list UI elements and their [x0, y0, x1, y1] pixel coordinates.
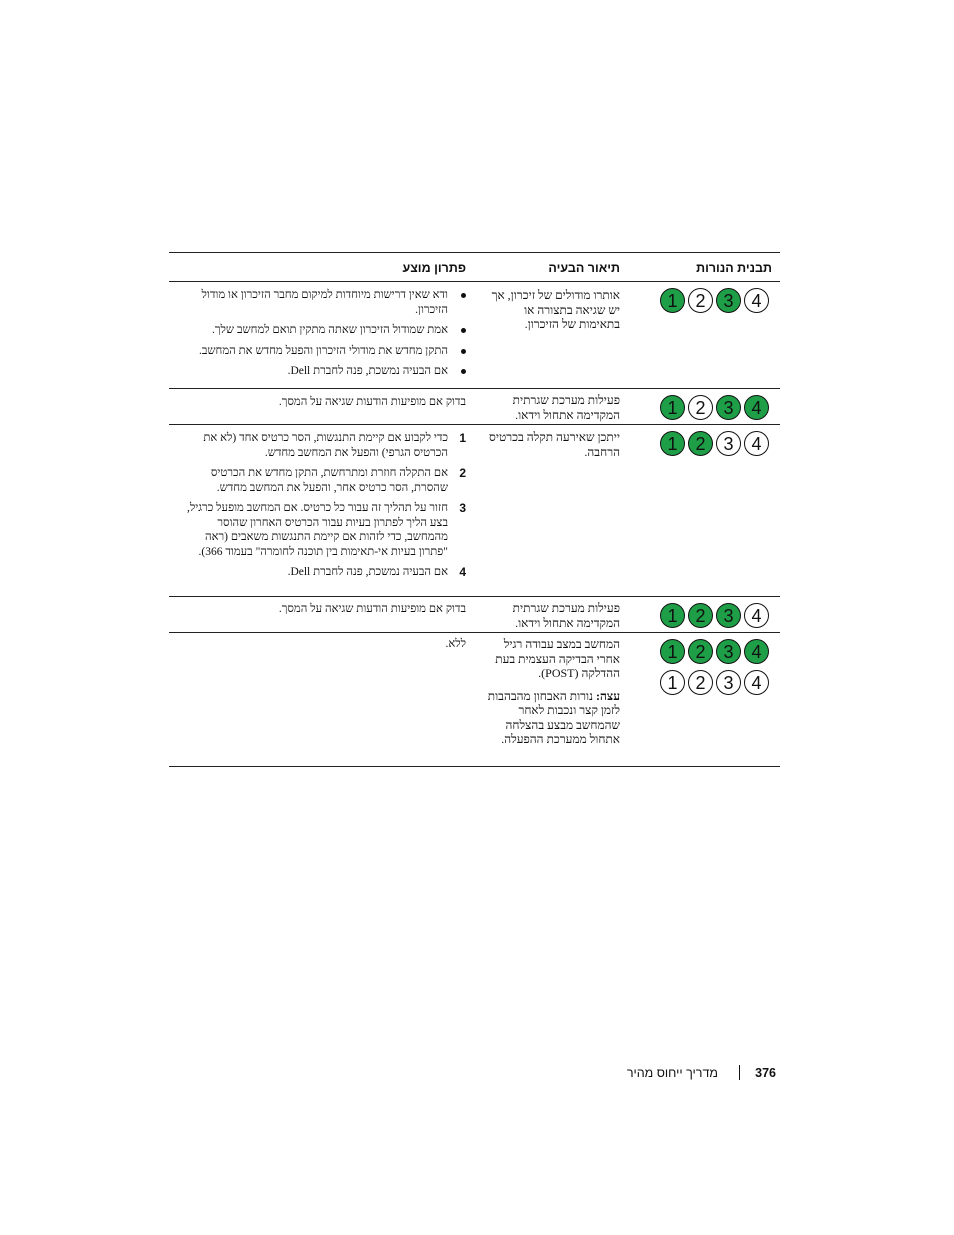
diagnostic-light-2-off: 2 [688, 395, 713, 420]
numbered-step [176, 466, 466, 495]
step-number: 2 [459, 466, 466, 480]
suggested-solution [176, 395, 466, 410]
diagnostic-light-1-on: 1 [660, 639, 685, 664]
problem-description-text: המחשב במצב עבודה רגיל אחרי הבדיקה העצמית בעת ההדלקה (POST). [495, 637, 620, 680]
page-number: 376 [755, 1066, 776, 1080]
diagnostic-light-1-off: 1 [660, 670, 685, 695]
bullet-icon [461, 293, 466, 298]
problem-description [482, 637, 620, 747]
diagnostic-light-4-off: 4 [744, 288, 769, 313]
diagnostic-light-4-off: 4 [744, 603, 769, 628]
footer-title: מדריך ייחוס מהיר [626, 1066, 718, 1080]
diagnostic-light-1-on: 1 [660, 395, 685, 420]
footer-divider [739, 1065, 740, 1080]
diagnostic-light-2-on: 2 [688, 431, 713, 456]
tip-note-label: עצה: [596, 688, 620, 703]
diagnostic-lights-group [660, 288, 774, 313]
diagnostic-light-4-off: 4 [744, 431, 769, 456]
diagnostic-light-2-off: 2 [688, 670, 713, 695]
diagnostic-light-4-on: 4 [744, 639, 769, 664]
diagnostic-lights-table [169, 252, 780, 767]
diagnostic-lights-group [660, 639, 774, 664]
diagnostic-light-3-on: 3 [716, 603, 741, 628]
solution-text: התקן מחדש את מודולי הזיכרון והפעל מחדש את המחשב. [198, 344, 448, 357]
diagnostic-light-1-on: 1 [660, 288, 685, 313]
bullet-icon [461, 369, 466, 374]
step-number: 4 [459, 565, 466, 579]
bullet-icon [461, 349, 466, 354]
suggested-solution [176, 602, 466, 617]
bullet-icon [461, 328, 466, 333]
numbered-step [176, 501, 466, 559]
tip-note-text: נורות האבחון מהבהבות לזמן קצר ונכבות לאחר שהמחשב מבצע בהצלחה אתחול ממערכת ההפעלה. [487, 688, 620, 746]
light-pattern [660, 603, 774, 628]
diagnostic-light-1-on: 1 [660, 603, 685, 628]
tip-note [482, 689, 620, 747]
solution-text: ודא שאין דרישות מיוחדות למיקום מחבר הזיכרון או מודול הזיכרון. [201, 289, 448, 316]
diagnostic-light-4-on: 4 [744, 395, 769, 420]
diagnostic-light-2-on: 2 [688, 639, 713, 664]
table-row [169, 282, 780, 389]
solution-text: בדוק אם מופיעות הודעות שגיאה על המסך. [278, 396, 466, 408]
diagnostic-light-1-on: 1 [660, 431, 685, 456]
suggested-solution [176, 637, 466, 652]
solution-text: אם התקלה חוזרת ומתרחשת, התקן מחדש את הכרטיס שהסרת, הסר כרטיס אחר, והפעל את המחשב מחדש. [210, 467, 448, 494]
step-number: 1 [459, 431, 466, 445]
light-pattern [660, 431, 774, 456]
table-row [169, 425, 780, 597]
table-row [169, 389, 780, 425]
diagnostic-light-3-off: 3 [716, 670, 741, 695]
bullet-item [176, 323, 466, 338]
light-pattern [660, 395, 774, 420]
light-pattern [660, 639, 774, 695]
problem-description: ייתכן שאירעה תקלה בכרטיס הרחבה. [489, 430, 620, 459]
numbered-step [176, 565, 466, 580]
suggested-solution [176, 431, 466, 586]
solution-text: חזור על תהליך זה עבור כל כרטיס. אם המחשב מופעל כרגיל, בצע הליך לפתרון בעיות עבור הכרטיס האחרון שהוסר מהמחשב, כדי לזהות אם קיימת התנגשות משאבים (ראה "פתרון בעיות אי-תאימות בין תוכנה לחומרה" בעמוד 366). [186, 502, 448, 558]
diagnostic-lights-group [660, 431, 774, 456]
diagnostic-light-3-on: 3 [716, 639, 741, 664]
solution-text: כדי לקבוע אם קיימת התנגשות, הסר כרטיס אחד (לא את הכרטיס הגרפי) והפעל את המחשב מחדש. [203, 432, 448, 459]
bullet-item [176, 288, 466, 317]
solution-text: אם הבעיה נמשכת, פנה לחברת Dell. [287, 566, 448, 578]
problem-description: אותרו מודולים של זיכרון, אך יש שגיאה בתצורה או בתאימות של הזיכרון. [491, 288, 620, 331]
light-pattern [660, 288, 774, 313]
table-row [169, 633, 780, 767]
table-header [169, 253, 780, 282]
problem-description: פעילות מערכת שגרתית המקדימה אתחול וידאו. [512, 393, 620, 422]
numbered-step [176, 431, 466, 460]
diagnostic-light-3-on: 3 [716, 288, 741, 313]
suggested-solution [176, 288, 466, 385]
diagnostic-lights-group [660, 603, 774, 628]
header-problem-description: תיאור הבעיה [548, 261, 620, 275]
problem-description: פעילות מערכת שגרתית המקדימה אתחול וידאו. [512, 601, 620, 630]
solution-text: ללא. [445, 638, 466, 650]
solution-text: בדוק אם מופיעות הודעות שגיאה על המסך. [278, 603, 466, 615]
diagnostic-light-2-on: 2 [688, 603, 713, 628]
diagnostic-lights-group [660, 395, 774, 420]
bullet-item [176, 344, 466, 359]
solution-text: אמת שמודול הזיכרון שאתה מתקין תואם למחשב שלך. [212, 324, 448, 336]
diagnostic-light-4-off: 4 [744, 670, 769, 695]
diagnostic-light-3-off: 3 [716, 431, 741, 456]
header-light-pattern: תבנית הנורות [696, 261, 772, 275]
diagnostic-light-3-on: 3 [716, 395, 741, 420]
diagnostic-lights-group [660, 670, 774, 695]
step-number: 3 [459, 501, 466, 515]
table-row [169, 597, 780, 633]
page-footer [540, 1066, 778, 1084]
diagnostic-light-2-off: 2 [688, 288, 713, 313]
header-suggested-solution: פתרון מוצע [402, 261, 466, 275]
solution-text: אם הבעיה נמשכת, פנה לחברת Dell. [287, 365, 448, 377]
bullet-item [176, 364, 466, 379]
